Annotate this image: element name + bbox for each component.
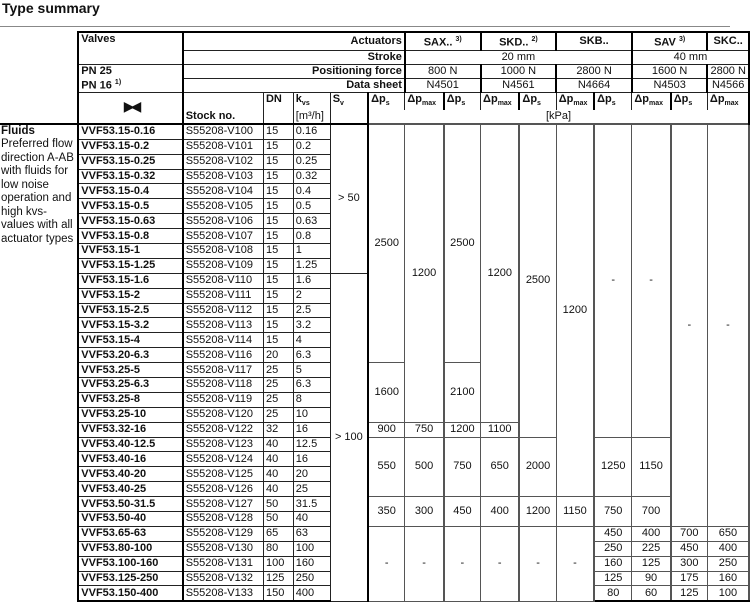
stock-number: S55208-V114	[183, 333, 264, 348]
dps-value: 300	[671, 556, 708, 571]
valves-header: Valves	[78, 32, 182, 64]
kvs-value: 2.5	[293, 303, 330, 318]
kvs-value: 1.25	[293, 258, 330, 273]
valve-type: VVF53.125-250	[78, 571, 182, 586]
dn-value: 50	[263, 512, 293, 527]
dps-header: $\Delta p_s$	[444, 92, 481, 110]
dpmax-header: $\Delta p_{max}$	[481, 92, 520, 110]
sv-value: > 100	[330, 273, 368, 601]
dpmax-value: -	[556, 526, 594, 601]
dpmax-value: -	[405, 526, 444, 601]
valve-type: VVF53.25-5	[78, 363, 182, 378]
stock-number: S55208-V112	[183, 303, 264, 318]
blank-corner	[0, 32, 78, 124]
table-row	[0, 124, 749, 139]
kvs-value: 20	[293, 467, 330, 482]
dps-value: 80	[594, 586, 632, 601]
dpmax-value: 1100	[481, 422, 520, 437]
pressure-rating: PN 25 PN 16 $^{1)}$	[78, 64, 182, 92]
valve-type: VVF53.15-0.63	[78, 214, 182, 229]
valve-type: VVF53.40-20	[78, 467, 182, 482]
dpmax-value: 1200	[556, 124, 594, 497]
valve-type: VVF53.15-4	[78, 333, 182, 348]
kvs-value: 6.3	[293, 377, 330, 392]
dpmax-value: -	[707, 124, 749, 527]
dn-value: 40	[263, 482, 293, 497]
dps-header: $\Delta p_s$	[594, 92, 632, 110]
kvs-value: 250	[293, 571, 330, 586]
dn-value: 15	[263, 303, 293, 318]
force-sax: 800 N	[405, 64, 481, 78]
dn-value: 15	[263, 139, 293, 154]
dpmax-value: 1150	[632, 437, 671, 497]
fluids-description: Fluids Preferred flow direction A-AB with fluids for low noise operation and high kvs-values with all actuator types	[0, 124, 78, 602]
dps-header: $\Delta p_s$	[519, 92, 556, 110]
dn-value: 25	[263, 407, 293, 422]
sheet-sax: N4501	[405, 78, 481, 92]
dps-value: -	[594, 124, 632, 437]
valve-type: VVF53.25-6.3	[78, 377, 182, 392]
dn-value: 15	[263, 318, 293, 333]
kvs-value: 8	[293, 392, 330, 407]
kvs-value: 160	[293, 556, 330, 571]
dps-value: -	[671, 124, 708, 527]
kvs-value: 16	[293, 422, 330, 437]
dps-value: 160	[594, 556, 632, 571]
stock-number: S55208-V120	[183, 407, 264, 422]
dn-value: 15	[263, 214, 293, 229]
dn-value: 15	[263, 184, 293, 199]
dps-value: -	[519, 526, 556, 601]
stock-number: S55208-V133	[183, 586, 264, 601]
valve-type: VVF53.15-3.2	[78, 318, 182, 333]
kvs-value: 0.4	[293, 184, 330, 199]
dpmax-value: 400	[632, 526, 671, 541]
stock-number: S55208-V113	[183, 318, 264, 333]
valve-symbol-icon: ▶◀	[78, 92, 182, 124]
title-rule	[0, 26, 730, 27]
dps-value: 250	[594, 541, 632, 556]
stock-number: S55208-V129	[183, 526, 264, 541]
stock-number: S55208-V118	[183, 377, 264, 392]
dpmax-value: 90	[632, 571, 671, 586]
dps-value: 550	[368, 437, 405, 497]
sv-value: > 50	[330, 124, 368, 273]
sheet-skd: N4561	[481, 78, 557, 92]
valve-type: VVF53.32-16	[78, 422, 182, 437]
valve-type: VVF53.15-0.4	[78, 184, 182, 199]
valve-type: VVF53.15-0.5	[78, 199, 182, 214]
dps-value: 125	[594, 571, 632, 586]
dps-value: 1600	[368, 363, 405, 423]
dps-value: -	[368, 526, 405, 601]
dps-value: 900	[368, 422, 405, 437]
actuator-skd: SKD.. $^{2)}$	[481, 32, 557, 50]
sheet-sav: N4503	[632, 78, 708, 92]
dn-value: 15	[263, 169, 293, 184]
kvs-value: 31.5	[293, 497, 330, 512]
stock-number: S55208-V124	[183, 452, 264, 467]
valve-type: VVF53.15-2.5	[78, 303, 182, 318]
stock-number: S55208-V110	[183, 273, 264, 288]
dn-value: 40	[263, 437, 293, 452]
dpmax-value: 400	[707, 541, 749, 556]
stock-header: Stock no.	[183, 92, 264, 124]
valve-type: VVF53.15-2	[78, 288, 182, 303]
valve-type: VVF53.15-0.32	[78, 169, 182, 184]
dps-value: 125	[671, 586, 708, 601]
force-skc: 2800 N	[707, 64, 749, 78]
dpmax-header: $\Delta p_{max}$	[556, 92, 594, 110]
stock-number: S55208-V102	[183, 154, 264, 169]
dpmax-value: 100	[707, 586, 749, 601]
dn-value: 32	[263, 422, 293, 437]
dpmax-value: -	[481, 526, 520, 601]
dpmax-value: 1200	[481, 124, 520, 422]
actuator-skb: SKB..	[556, 32, 632, 50]
dn-value: 80	[263, 541, 293, 556]
valve-type: VVF53.15-1.25	[78, 258, 182, 273]
dpmax-value: 225	[632, 541, 671, 556]
valve-type: VVF53.15-0.8	[78, 229, 182, 244]
dps-value: 2500	[444, 124, 481, 363]
stock-number: S55208-V108	[183, 243, 264, 258]
dpmax-value: 160	[707, 571, 749, 586]
stroke-40: 40 mm	[632, 50, 749, 64]
kvs-value: 5	[293, 363, 330, 378]
stock-number: S55208-V127	[183, 497, 264, 512]
actuator-skc: SKC..	[707, 32, 749, 50]
stroke-20: 20 mm	[405, 50, 632, 64]
stock-number: S55208-V117	[183, 363, 264, 378]
dpmax-value: 300	[405, 497, 444, 527]
stock-number: S55208-V107	[183, 229, 264, 244]
force-skb: 2800 N	[556, 64, 632, 78]
stock-number: S55208-V123	[183, 437, 264, 452]
dn-value: 125	[263, 571, 293, 586]
dpmax-value: 700	[632, 497, 671, 527]
valve-type: VVF53.15-1.6	[78, 273, 182, 288]
dn-value: 25	[263, 363, 293, 378]
dps-value: 750	[444, 437, 481, 497]
force-skd: 1000 N	[481, 64, 557, 78]
kvs-value: 16	[293, 452, 330, 467]
stock-number: S55208-V106	[183, 214, 264, 229]
dn-value: 15	[263, 124, 293, 139]
dps-value: 175	[671, 571, 708, 586]
dps-value: -	[444, 526, 481, 601]
stock-number: S55208-V116	[183, 348, 264, 363]
stock-number: S55208-V111	[183, 288, 264, 303]
valve-type: VVF53.25-8	[78, 392, 182, 407]
stock-number: S55208-V100	[183, 124, 264, 139]
dpmax-header: $\Delta p_{max}$	[632, 92, 671, 110]
table-row	[0, 497, 749, 512]
dpmax-value: 500	[405, 437, 444, 497]
table-row	[0, 437, 749, 452]
dn-value: 25	[263, 392, 293, 407]
kvs-value: 40	[293, 512, 330, 527]
valve-type: VVF53.15-0.16	[78, 124, 182, 139]
kvs-value: 63	[293, 526, 330, 541]
kvs-value: 6.3	[293, 348, 330, 363]
kvs-value: 3.2	[293, 318, 330, 333]
kvs-value: 1	[293, 243, 330, 258]
valve-type: VVF53.15-1	[78, 243, 182, 258]
dn-value: 40	[263, 467, 293, 482]
dn-value: 15	[263, 273, 293, 288]
dps-header: $\Delta p_s$	[368, 92, 405, 110]
valve-type: VVF53.40-16	[78, 452, 182, 467]
dpmax-value: 1200	[405, 124, 444, 422]
kvs-header: $k_{vs}$ [m³/h]	[293, 92, 330, 124]
dps-value: 750	[594, 497, 632, 527]
dpmax-value: 1150	[556, 497, 594, 527]
dps-value: 2500	[519, 124, 556, 437]
kvs-value: 0.25	[293, 154, 330, 169]
kvs-value: 12.5	[293, 437, 330, 452]
valve-type: VVF53.25-10	[78, 407, 182, 422]
stock-number: S55208-V126	[183, 482, 264, 497]
stock-number: S55208-V101	[183, 139, 264, 154]
valve-type: VVF53.20-6.3	[78, 348, 182, 363]
dn-header: DN	[263, 92, 293, 124]
dpmax-value: 400	[481, 497, 520, 527]
dpmax-value: 250	[707, 556, 749, 571]
dps-value: 450	[671, 541, 708, 556]
dn-value: 15	[263, 333, 293, 348]
kvs-value: 0.5	[293, 199, 330, 214]
valve-type: VVF53.15-0.25	[78, 154, 182, 169]
valve-type: VVF53.65-63	[78, 526, 182, 541]
type-summary-table	[0, 31, 750, 602]
kvs-value: 2	[293, 288, 330, 303]
valve-type: VVF53.80-100	[78, 541, 182, 556]
dn-value: 150	[263, 586, 293, 601]
sheet-skc: N4566	[707, 78, 749, 92]
stock-number: S55208-V122	[183, 422, 264, 437]
dps-value: 2100	[444, 363, 481, 423]
dpmax-value: -	[632, 124, 671, 437]
valve-type: VVF53.40-25	[78, 482, 182, 497]
stock-number: S55208-V128	[183, 512, 264, 527]
valve-type: VVF53.100-160	[78, 556, 182, 571]
stock-number: S55208-V130	[183, 541, 264, 556]
sv-header: $S_v$	[330, 92, 368, 124]
dps-value: 2500	[368, 124, 405, 363]
kvs-value: 4	[293, 333, 330, 348]
kvs-value: 0.63	[293, 214, 330, 229]
force-sav: 1600 N	[632, 64, 708, 78]
table-row	[0, 526, 749, 541]
valve-type: VVF53.15-0.2	[78, 139, 182, 154]
kvs-value: 10	[293, 407, 330, 422]
sheet-skb: N4664	[556, 78, 632, 92]
dn-value: 15	[263, 154, 293, 169]
unit-kpa: [kPa]	[368, 110, 749, 124]
dps-value: 1200	[519, 497, 556, 527]
dn-value: 65	[263, 526, 293, 541]
valve-type: VVF53.50-40	[78, 512, 182, 527]
dn-value: 20	[263, 348, 293, 363]
valve-type: VVF53.150-400	[78, 586, 182, 601]
kvs-value: 0.16	[293, 124, 330, 139]
dn-value: 25	[263, 377, 293, 392]
valve-type: VVF53.40-12.5	[78, 437, 182, 452]
kvs-value: 0.8	[293, 229, 330, 244]
kvs-value: 0.2	[293, 139, 330, 154]
actuator-sav: SAV $^{3)}$	[632, 32, 708, 50]
actuator-sax: SAX.. $^{3)}$	[405, 32, 481, 50]
force-label: Positioning force	[183, 64, 405, 78]
kvs-value: 0.32	[293, 169, 330, 184]
dpmax-header: $\Delta p_{max}$	[405, 92, 444, 110]
dps-value: 450	[594, 526, 632, 541]
stock-number: S55208-V104	[183, 184, 264, 199]
dn-value: 100	[263, 556, 293, 571]
valve-type: VVF53.50-31.5	[78, 497, 182, 512]
dps-value: 2000	[519, 437, 556, 497]
stock-number: S55208-V131	[183, 556, 264, 571]
dpmax-value: 60	[632, 586, 671, 601]
stock-number: S55208-V109	[183, 258, 264, 273]
stock-number: S55208-V103	[183, 169, 264, 184]
dn-value: 50	[263, 497, 293, 512]
page-title: Type summary	[2, 0, 100, 16]
dpmax-value: 650	[707, 526, 749, 541]
stock-number: S55208-V119	[183, 392, 264, 407]
datasheet-label: Data sheet	[183, 78, 405, 92]
stock-number: S55208-V132	[183, 571, 264, 586]
dps-value: 1200	[444, 422, 481, 437]
stroke-label: Stroke	[183, 50, 405, 64]
dpmax-header: $\Delta p_{max}$	[707, 92, 749, 110]
dn-value: 15	[263, 258, 293, 273]
dpmax-value: 125	[632, 556, 671, 571]
kvs-value: 1.6	[293, 273, 330, 288]
dn-value: 40	[263, 452, 293, 467]
dpmax-value: 750	[405, 422, 444, 437]
kvs-value: 400	[293, 586, 330, 601]
kvs-value: 25	[293, 482, 330, 497]
dpmax-value: 650	[481, 437, 520, 497]
kvs-value: 100	[293, 541, 330, 556]
actuators-label: Actuators	[183, 32, 405, 50]
dps-value: 450	[444, 497, 481, 527]
stock-number: S55208-V125	[183, 467, 264, 482]
stock-number: S55208-V105	[183, 199, 264, 214]
dps-value: 1250	[594, 437, 632, 497]
dn-value: 15	[263, 199, 293, 214]
dn-value: 15	[263, 229, 293, 244]
dn-value: 15	[263, 243, 293, 258]
dps-value: 350	[368, 497, 405, 527]
dps-header: $\Delta p_s$	[671, 92, 708, 110]
dps-value: 700	[671, 526, 708, 541]
dn-value: 15	[263, 288, 293, 303]
